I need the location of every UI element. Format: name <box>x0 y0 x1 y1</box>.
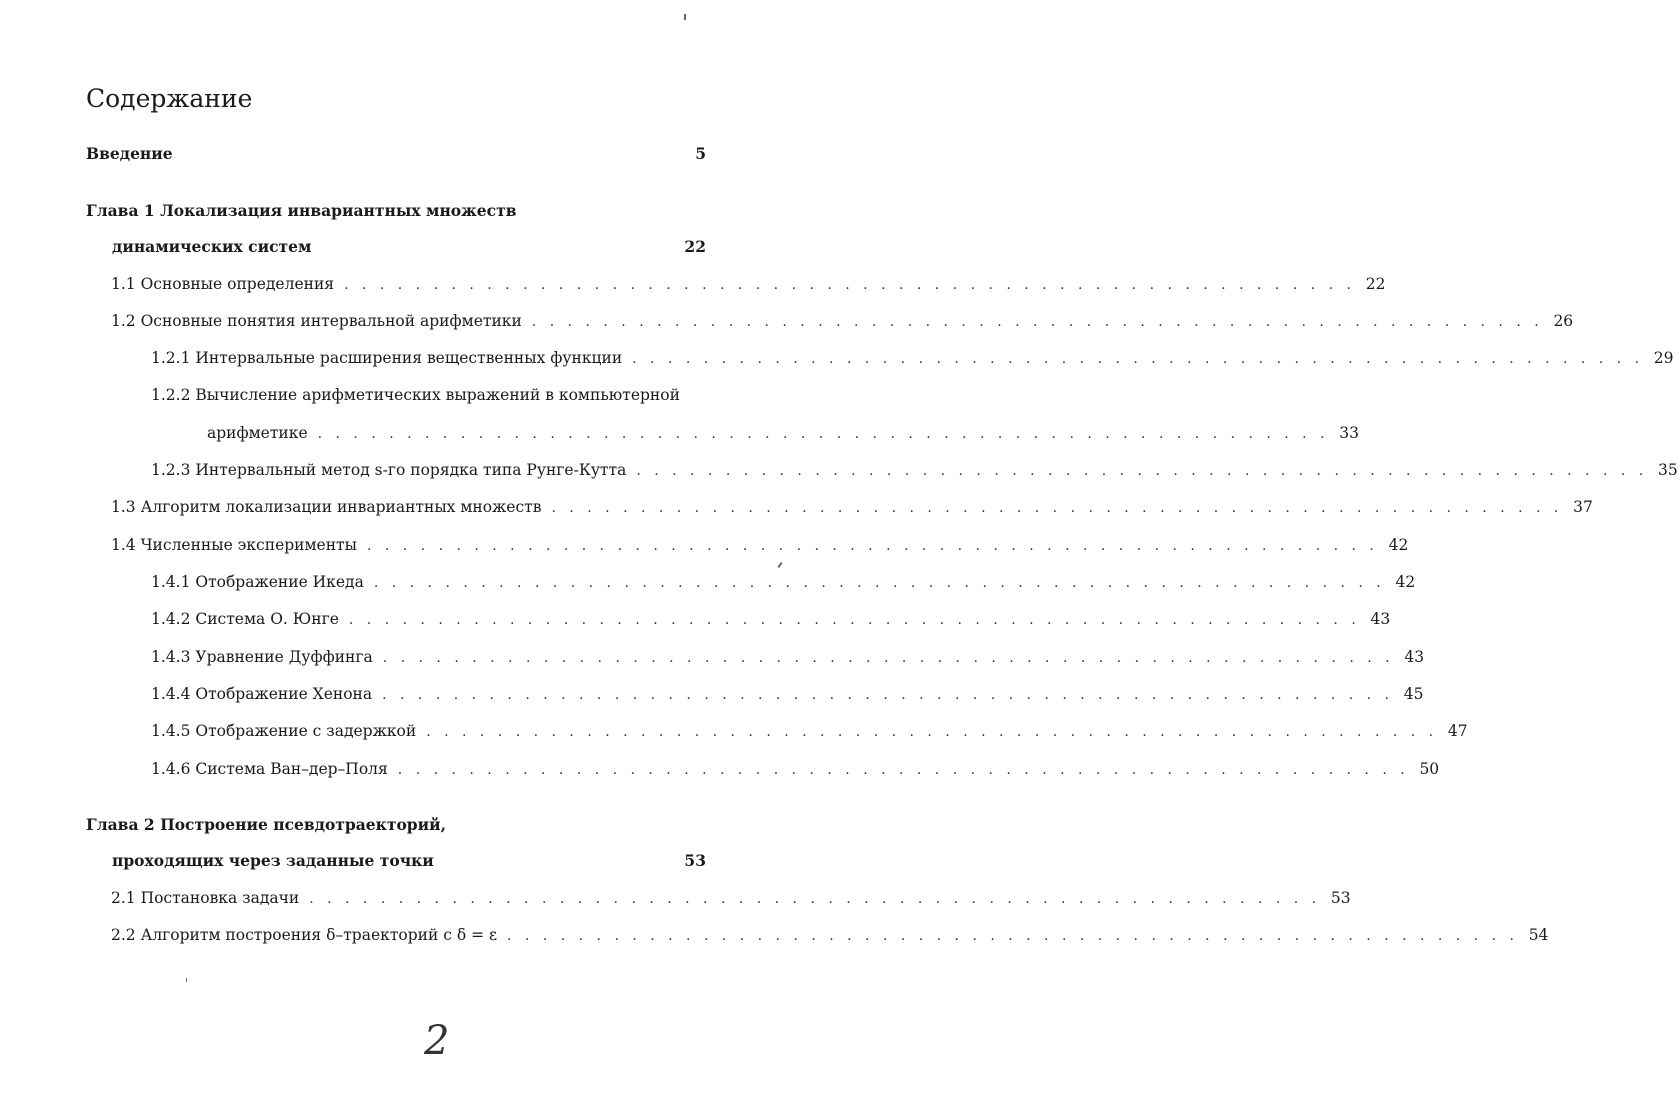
scan-speck <box>684 14 686 20</box>
toc-entry-2-2 <box>0 926 1549 950</box>
toc-leader: . . . . . . . . . . . . . . . . . . . . . . . . . . . . . . . . . . . . . . . . . . . . . . . . . . . . . . . . . <box>507 928 1519 944</box>
toc-leader: . . . . . . . . . . . . . . . . . . . . . . . . . . . . . . . . . . . . . . . . . . . . . . . . . . . . . . . . . <box>344 277 1356 293</box>
toc-entry-1-2-3 <box>0 461 1678 485</box>
handwritten-page-number: 2 <box>424 1018 450 1064</box>
toc-page: 42 <box>1388 536 1409 554</box>
toc-page: 29 <box>1653 349 1674 367</box>
toc-page: 43 <box>1370 610 1391 628</box>
toc-entry-1-1 <box>0 275 1386 299</box>
toc-label: 1.2.1 Интервальные расширения вещественных функции <box>151 349 623 367</box>
toc-leader: . . . . . . . . . . . . . . . . . . . . . . . . . . . . . . . . . . . . . . . . . . . . . . . . . . . . . . . . . <box>382 650 1395 666</box>
toc-label: 2.1 Постановка задачи <box>111 889 300 907</box>
toc-page: 33 <box>1339 424 1359 442</box>
toc-page: 45 <box>1403 685 1424 703</box>
toc-page: 43 <box>1404 648 1425 666</box>
toc-entry-1-4-1 <box>0 573 1416 597</box>
toc-label: 1.3 Алгоритм локализации инвариантных множеств <box>111 498 542 516</box>
toc-page: 42 <box>1395 573 1416 591</box>
toc-label: 1.4.1 Отображение Икеда <box>151 573 364 591</box>
toc-chapter-1-line-1 <box>0 201 796 225</box>
toc-leader: . . . . . . . . . . . . . . . . . . . . . . . . . . . . . . . . . . . . . . . . . . . . . . . . . . . . . . . . . <box>551 500 1563 516</box>
toc-page: 47 <box>1447 722 1468 740</box>
toc-label: 1.2 Основные понятия интервальной арифметики <box>111 312 522 330</box>
toc-label: динамических систем <box>112 237 312 256</box>
toc-chapter-2-line-2 <box>0 851 796 875</box>
toc-leader: . . . . . . . . . . . . . . . . . . . . . . . . . . . . . . . . . . . . . . . . . . . . . . . . . . . . . . . . . <box>366 538 1379 554</box>
toc-entry-2-1 <box>0 889 1351 913</box>
toc-entry-1-2-1 <box>0 349 1674 373</box>
toc-entry-1-4-6 <box>0 760 1440 784</box>
toc-leader: . . . . . . . . . . . . . . . . . . . . . . . . . . . . . . . . . . . . . . . . . . . . . . . . . . . . . . . . . <box>397 762 1410 778</box>
toc-entry-1-4-5 <box>0 722 1468 746</box>
toc-chapter-2-line-1 <box>0 815 796 839</box>
toc-leader: . . . . . . . . . . . . . . . . . . . . . . . . . . . . . . . . . . . . . . . . . . . . . . . . . . . . . . . . . <box>317 426 1329 442</box>
toc-label: Введение <box>86 144 173 163</box>
toc-leader: . . . . . . . . . . . . . . . . . . . . . . . . . . . . . . . . . . . . . . . . . . . . . . . . . . . . . . . . . <box>348 612 1361 628</box>
toc-label: 1.4.2 Система О. Юнге <box>151 610 339 628</box>
toc-label: арифметике <box>207 424 308 442</box>
toc-leader: . . . . . . . . . . . . . . . . . . . . . . . . . . . . . . . . . . . . . . . . . . . . . . . . . . . . . . . . . <box>382 687 1394 703</box>
toc-leader: . . . . . . . . . . . . . . . . . . . . . . . . . . . . . . . . . . . . . . . . . . . . . . . . . . . . . . . . . <box>373 575 1386 591</box>
toc-label: 1.2.3 Интервальный метод s-го порядка типа Рунге-Кутта <box>151 461 627 479</box>
toc-page: 22 <box>684 237 706 256</box>
toc-leader: . . . . . . . . . . . . . . . . . . . . . . . . . . . . . . . . . . . . . . . . . . . . . . . . . . . . . . . . . <box>309 891 1321 907</box>
toc-label: Глава 1 Локализация инвариантных множеств <box>86 201 517 220</box>
toc-page: 54 <box>1528 926 1549 944</box>
toc-label: 1.4 Численные эксперименты <box>111 536 357 554</box>
toc-entry-1-2 <box>0 312 1574 336</box>
toc-chapter-1-line-2 <box>0 237 796 261</box>
toc-entry-1-4-3 <box>0 648 1425 672</box>
toc-entry-1-2-2-line-2 <box>0 424 1359 448</box>
toc-entry-1-4 <box>0 536 1409 560</box>
toc-page: 26 <box>1553 312 1574 330</box>
toc-leader: . . . . . . . . . . . . . . . . . . . . . . . . . . . . . . . . . . . . . . . . . . . . . . . . . . . . . . . . . <box>632 351 1644 367</box>
toc-page: 50 <box>1419 760 1440 778</box>
toc-label: 1.4.4 Отображение Хенона <box>151 685 373 703</box>
page-title: Содержание <box>86 84 253 113</box>
toc-entry-1-2-2-line-1 <box>0 386 796 410</box>
toc-label: 1.4.5 Отображение с задержкой <box>151 722 417 740</box>
toc-page: 35 <box>1657 461 1678 479</box>
scan-speck <box>186 978 187 982</box>
toc-page: 53 <box>684 851 706 870</box>
toc-leader: . . . . . . . . . . . . . . . . . . . . . . . . . . . . . . . . . . . . . . . . . . . . . . . . . . . . . . . . . <box>426 724 1438 740</box>
toc-label: 1.1 Основные определения <box>111 275 335 293</box>
toc-label: 2.2 Алгоритм построения δ–траекторий с δ = ε <box>111 926 498 944</box>
toc-label: 1.4.6 Система Ван–дер–Поля <box>151 760 388 778</box>
toc-label: 1.2.2 Вычисление арифметических выражений в компьютерной <box>151 386 680 404</box>
scan-speck <box>777 562 782 568</box>
toc-leader: . . . . . . . . . . . . . . . . . . . . . . . . . . . . . . . . . . . . . . . . . . . . . . . . . . . . . . . . . <box>636 463 1648 479</box>
toc-label: Глава 2 Построение псевдотраекторий, <box>86 815 447 834</box>
toc-page: 53 <box>1330 889 1351 907</box>
toc-label: 1.4.3 Уравнение Дуффинга <box>151 648 373 666</box>
toc-entry-intro <box>0 144 796 168</box>
toc-label: проходящих через заданные точки <box>112 851 434 870</box>
toc-entry-1-4-4 <box>0 685 1424 709</box>
toc-entry-1-3 <box>0 498 1593 522</box>
toc-page: 5 <box>695 144 706 163</box>
toc-page: 37 <box>1573 498 1593 516</box>
toc-entry-1-4-2 <box>0 610 1391 634</box>
toc-leader: . . . . . . . . . . . . . . . . . . . . . . . . . . . . . . . . . . . . . . . . . . . . . . . . . . . . . . . . . <box>531 314 1544 330</box>
toc-page: 22 <box>1365 275 1386 293</box>
